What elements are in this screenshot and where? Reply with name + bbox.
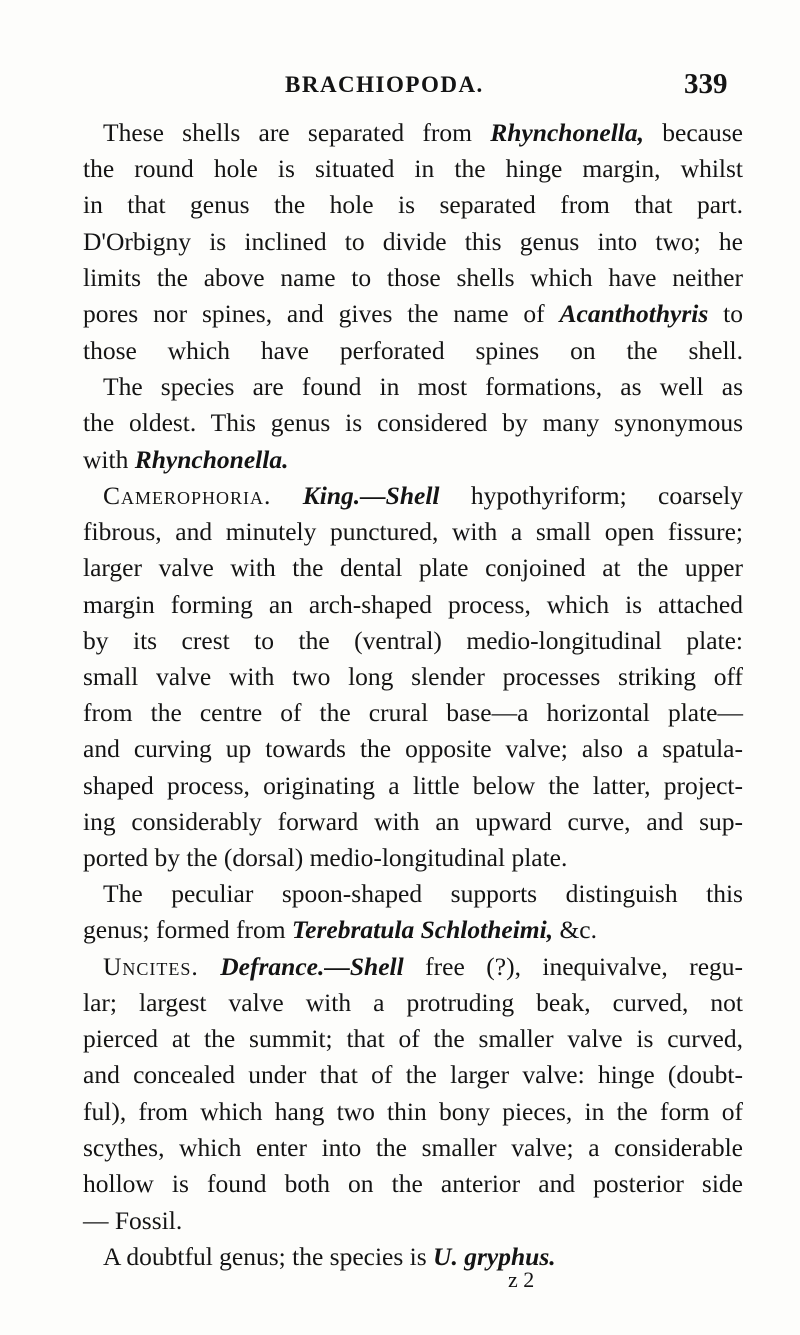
- text-line: larger valve with the dental plate conjoined at the upper: [83, 553, 743, 582]
- text-line: — Fossil.: [83, 1206, 183, 1235]
- text-line: small valve with two long slender processes striking off: [83, 662, 743, 691]
- text-line: hollow is found both on the anterior and posterior side: [83, 1169, 743, 1198]
- text-line: ported by the (dorsal) medio-longitudinal plate.: [83, 843, 568, 872]
- text-line: Camerophoria. King.—Shell hypothyriform; coarsely: [103, 481, 743, 510]
- text-line: margin forming an arch-shaped process, which is attached: [83, 590, 743, 619]
- text-line: limits the above name to those shells which have neither: [83, 263, 743, 292]
- text-line: shaped process, originating a little below the latter, project-: [83, 771, 743, 800]
- text-line: with Rhynchonella.: [83, 445, 289, 474]
- text-line: lar; largest valve with a protruding beak, curved, not: [83, 988, 743, 1017]
- page-number: 339: [684, 68, 728, 100]
- text-line: and concealed under that of the larger valve: hinge (doubt-: [83, 1060, 743, 1089]
- text-line: in that genus the hole is separated from that part.: [83, 190, 743, 219]
- text-line: by its crest to the (ventral) medio-longitudinal plate:: [83, 626, 743, 655]
- text-line: ful), from which hang two thin bony pieces, in the form of: [83, 1097, 743, 1126]
- text-line: genus; formed from Terebratula Schlotheimi, &c.: [83, 915, 597, 944]
- text-line: the oldest. This genus is considered by many synonymous: [83, 408, 743, 437]
- text-line: from the centre of the crural base—a horizontal plate—: [83, 698, 743, 727]
- signature-mark: z 2: [508, 1267, 535, 1292]
- text-line: D'Orbigny is inclined to divide this genus into two; he: [83, 227, 743, 256]
- text-line: Uncites. Defrance.—Shell free (?), inequivalve, regu-: [103, 952, 743, 981]
- text-line: The peculiar spoon-shaped supports distinguish this: [103, 879, 743, 908]
- text-line: The species are found in most formations, as well as: [103, 372, 743, 401]
- text-line: A doubtful genus; the species is U. gryphus.: [103, 1242, 556, 1271]
- text-line: These shells are separated from Rhynchonella, because: [103, 118, 743, 147]
- running-title: BRACHIOPODA.: [285, 72, 484, 97]
- text-line: pierced at the summit; that of the smaller valve is curved,: [83, 1024, 743, 1053]
- text-line: fibrous, and minutely punctured, with a small open fissure;: [83, 517, 743, 546]
- text-line: those which have perforated spines on the shell.: [83, 336, 743, 365]
- page-header: [0, 68, 800, 106]
- text-line: the round hole is situated in the hinge margin, whilst: [83, 154, 743, 183]
- text-line: pores nor spines, and gives the name of Acanthothyris to: [83, 299, 743, 328]
- text-line: scythes, which enter into the smaller valve; a considerable: [83, 1133, 743, 1162]
- text-line: ing considerably forward with an upward curve, and sup-: [83, 807, 743, 836]
- text-line: and curving up towards the opposite valve; also a spatula-: [83, 734, 743, 763]
